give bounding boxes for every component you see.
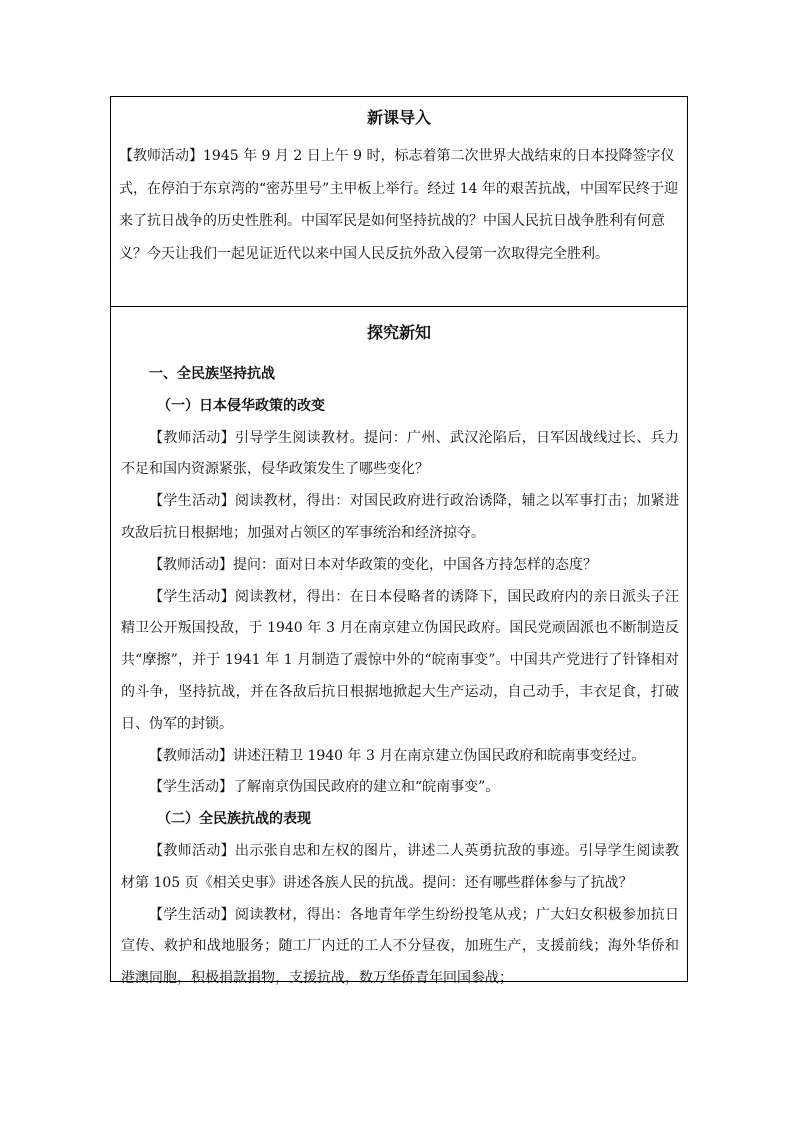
paragraph-5: 【教师活动】讲述汪精卫 1940 年 3 月在南京建立伪国民政府和皖南事变经过。 (149, 747, 646, 764)
section-title-intro: 新课导入 (366, 108, 431, 127)
explore-content (121, 359, 679, 995)
paragraph-6: 【学生活动】了解南京伪国民政府的建立和“皖南事变”。 (149, 779, 500, 796)
subheading-1: （一）日本侵华政策的改变 (157, 397, 325, 414)
paragraph-2: 【学生活动】阅读教材，得出：对国民政府进行政治诱降，辅之以军事打击；加紧进攻敌后抗日根据地；加强对占领区的军事统治和经济掠夺。 (121, 493, 679, 541)
paragraph-4: 【学生活动】阅读教材，得出：在日本侵略者的诱降下，国民政府内的亲日派头子汪精卫公开叛国投敌，于 1940 年 3 月在南京建立伪国民政府。国民党顽固派也不断制造反共“摩擦”，并于 1941 年 1 月制造了震惊中外的“皖南事变”。中国共产党进行了针锋相对的斗争，坚持抗战，并在各敌后抗日根据地掀起大生产运动，自己动手，丰衣足食，打破日、伪军的封锁。 (121, 588, 679, 732)
table-row-divider (111, 306, 687, 307)
subheading-2: （二）全民族抗战的表现 (157, 811, 311, 828)
heading-1: 一、全民族坚持抗战 (149, 366, 275, 382)
lesson-plan-table (110, 96, 688, 987)
section-title-explore: 探究新知 (366, 323, 431, 342)
paragraph-3: 【教师活动】提问：面对日本对华政策的变化，中国各方持怎样的态度？ (149, 556, 597, 573)
paragraph-1: 【教师活动】引导学生阅读教材。提问：广州、武汉沦陷后，日军因战线过长、兵力不足和国内资源紧张，侵华政策发生了哪些变化？ (121, 429, 679, 478)
intro-paragraph: 【教师活动】1945 年 9 月 2 日上午 9 时，标志着第二次世界大战结束的日本投降签字仪式，在停泊于东京湾的“密苏里号”主甲板上举行。经过 14 年的艰苦抗战，中国军民终于迎来了抗日战争的历史性胜利。中国军民是如何坚持抗战的？中国人民抗日战争胜利有何意义？今天让我们一起见证近代以来中国人民反抗外敌入侵第一次取得完全胜利。 (119, 148, 679, 262)
paragraph-7: 【教师活动】出示张自忠和左权的图片，讲述二人英勇抗敌的事迹。引导学生阅读教材第 105 页《相关史事》讲述各族人民的抗战。提问：还有哪些群体参与了抗战？ (121, 842, 679, 891)
paragraph-8: 【学生活动】阅读教材，得出：各地青年学生纷纷投笔从戎；广大妇女积极参加抗日宣传、救护和战地服务；随工厂内迁的工人不分昼夜，加班生产，支援前线；海外华侨和港澳同胞，积极捐款捐物，支援抗战，数万华侨青年回国参战； (121, 906, 679, 987)
